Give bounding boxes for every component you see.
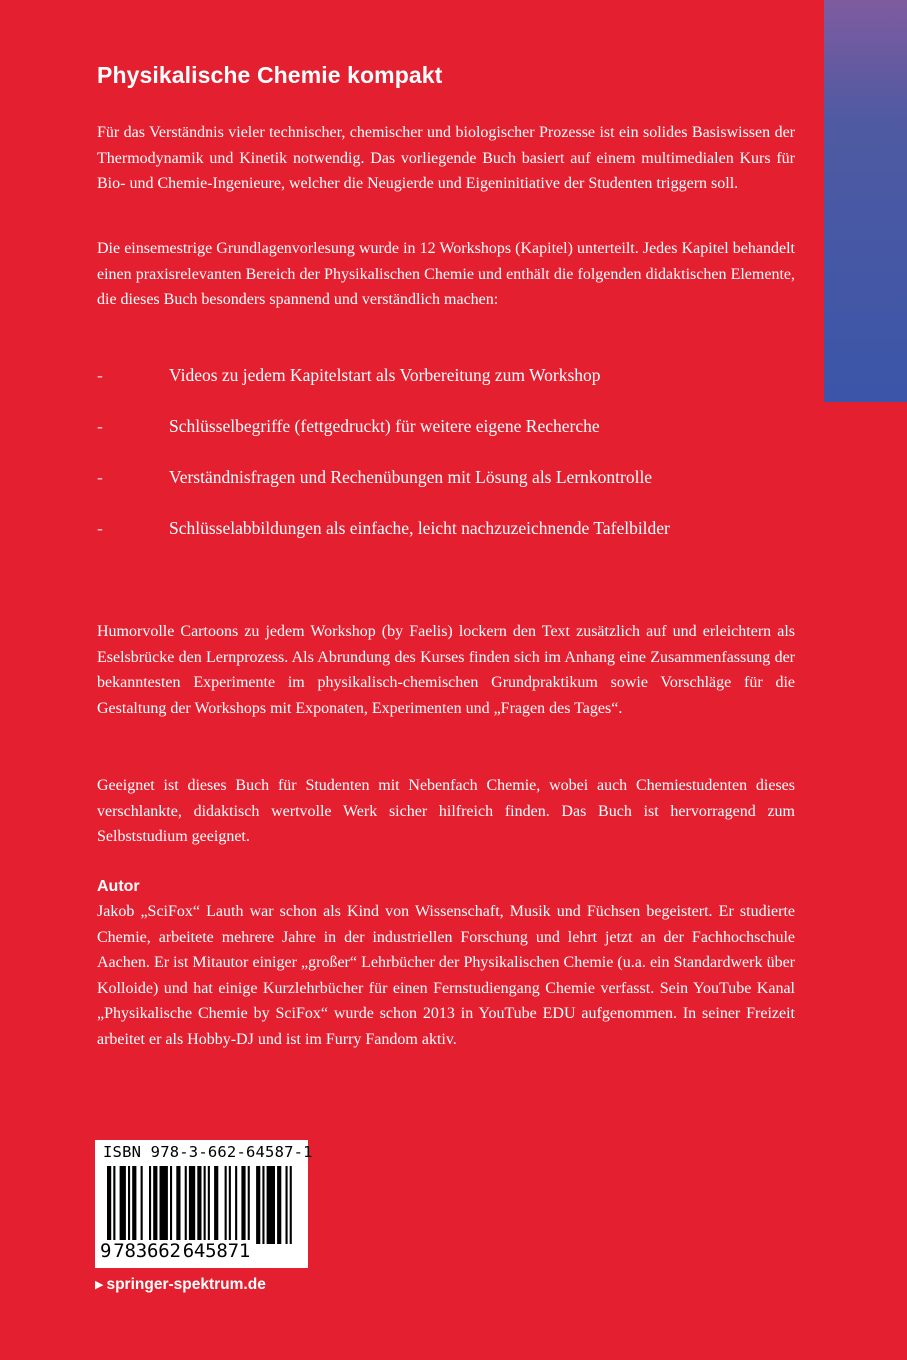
barcode-bar <box>185 1166 187 1244</box>
isbn-barcode <box>95 1140 313 1268</box>
barcode-bar <box>248 1166 250 1244</box>
barcode-left-group: 783662 <box>113 1240 181 1262</box>
barcode-first-digit: 9 <box>100 1240 112 1262</box>
bullet-text: Schlüsselbegriffe (fettgedruckt) für weitere eigene Recherche <box>169 416 600 436</box>
barcode-bar <box>286 1166 288 1244</box>
barcode-bar <box>149 1166 151 1244</box>
barcode-bar <box>197 1166 201 1244</box>
barcode-bar <box>256 1166 260 1244</box>
barcode-digits <box>99 1240 305 1266</box>
barcode-bar <box>132 1166 136 1244</box>
barcode-bar <box>153 1166 157 1244</box>
barcode-bar <box>214 1166 218 1244</box>
website-url: springer-spektrum.de <box>106 1276 266 1293</box>
barcode-bar <box>229 1166 231 1244</box>
barcode-bar <box>141 1166 143 1244</box>
isbn-label: ISBN 978-3-662-64587-1 <box>103 1143 313 1161</box>
barcode-bar <box>176 1166 180 1244</box>
barcode-bar <box>107 1166 111 1244</box>
barcode-bar <box>241 1166 245 1244</box>
bullet-marker: - <box>97 416 103 436</box>
barcode-right-group: 645871 <box>182 1240 251 1262</box>
barcode-bar <box>128 1166 130 1244</box>
bullet-text: Schlüsselabbildungen als einfache, leicht nachzuzeichnende Tafelbilder <box>169 518 670 538</box>
barcode-bar <box>170 1166 172 1244</box>
bullet-marker: - <box>97 467 103 487</box>
bullet-text: Videos zu jedem Kapitelstart als Vorbereitung zum Workshop <box>169 365 601 385</box>
list-item <box>97 365 797 391</box>
arrow-right-icon: ▶ <box>95 1279 104 1291</box>
barcode-bar <box>160 1166 168 1244</box>
barcode-bar <box>235 1166 237 1244</box>
side-color-tab <box>824 0 907 402</box>
barcode-bar <box>225 1166 227 1244</box>
bullet-marker: - <box>97 518 103 538</box>
publisher-link[interactable] <box>95 1276 266 1294</box>
bullet-text: Verständnisfragen und Rechenübungen mit Lösung als Lernkontrolle <box>169 467 653 487</box>
intro-paragraph-2: Die einsemestrige Grundlagenvorlesung wurde in 12 Workshops (Kapitel) unterteilt. Jedes Kapitel behandelt einen praxisrelevanten Bereich der Physikalischen Chemie und enthält die folgenden didaktischen Elemente, die dieses Buch besonders spannend und verständlich machen: <box>97 240 795 308</box>
body-paragraph-cartoons: Humorvolle Cartoons zu jedem Workshop (by Faelis) lockern den Text zusätzlich auf und erleichtern als Eselsbrücke den Lernprozess. Als Abrundung des Kurses finden sich im Anhang eine Zusammenfassung der bekanntesten Experimente im physikalisch-chemischen Grundpraktikum sowie Vorschläge für die Gestaltung der Workshops mit Exponaten, Experimenten und „Fragen des Tages“. <box>97 623 795 717</box>
bullet-marker: - <box>97 365 103 385</box>
barcode-bar <box>277 1166 281 1244</box>
barcode-bar <box>267 1166 275 1244</box>
barcode-bar <box>189 1166 195 1244</box>
list-item <box>97 518 797 544</box>
barcode-bar <box>120 1166 126 1244</box>
author-bio: Jakob „SciFox“ Lauth war schon als Kind von Wissenschaft, Musik und Füchsen begeistert. Er studierte Chemie, arbeitete mehrere Jahre in der industriellen Forschung und lehrt jetzt an der Fachhochschule Aachen. Er ist Mitautor einiger „großer“ Lehrbücher der Physikalischen Chemie (u.a. ein Standardwerk über Kolloide) und hat einige Kurzlehrbücher für einen Fernstudiengang Chemie verfasst. Sein YouTube Kanal „Physikalische Chemie by SciFox“ wurde schon 2013 in YouTube EDU aufgenommen. In seiner Freizeit arbeitet er als Hobby-DJ und ist im Furry Fandom aktiv. <box>97 903 795 1048</box>
list-item <box>97 467 797 493</box>
barcode-bar <box>208 1166 210 1244</box>
barcode-bar <box>290 1166 292 1244</box>
body-paragraph-audience: Geeignet ist dieses Buch für Studenten mit Nebenfach Chemie, wobei auch Chemiestudenten dieses verschlankte, didaktisch wertvolle Werk sicher hilfreich finden. Das Buch ist hervorragend zum Selbststudium geeignet. <box>97 777 795 845</box>
book-title: Physikalische Chemie kompakt <box>97 62 443 88</box>
list-item <box>97 416 797 442</box>
intro-paragraph-1: Für das Verständnis vieler technischer, chemischer und biologischer Prozesse ist ein solides Basiswissen der Thermodynamik und Kinetik notwendig. Das vorliegende Buch basiert auf einem multimedialen Kurs für Bio- und Chemie-Ingenieure, welcher die Neugierde und Eigeninitiative der Studenten triggern soll. <box>97 124 795 192</box>
barcode-bar <box>113 1166 115 1244</box>
barcode-bar <box>262 1166 264 1244</box>
barcode-bar <box>204 1166 206 1244</box>
author-heading: Autor <box>97 878 140 895</box>
